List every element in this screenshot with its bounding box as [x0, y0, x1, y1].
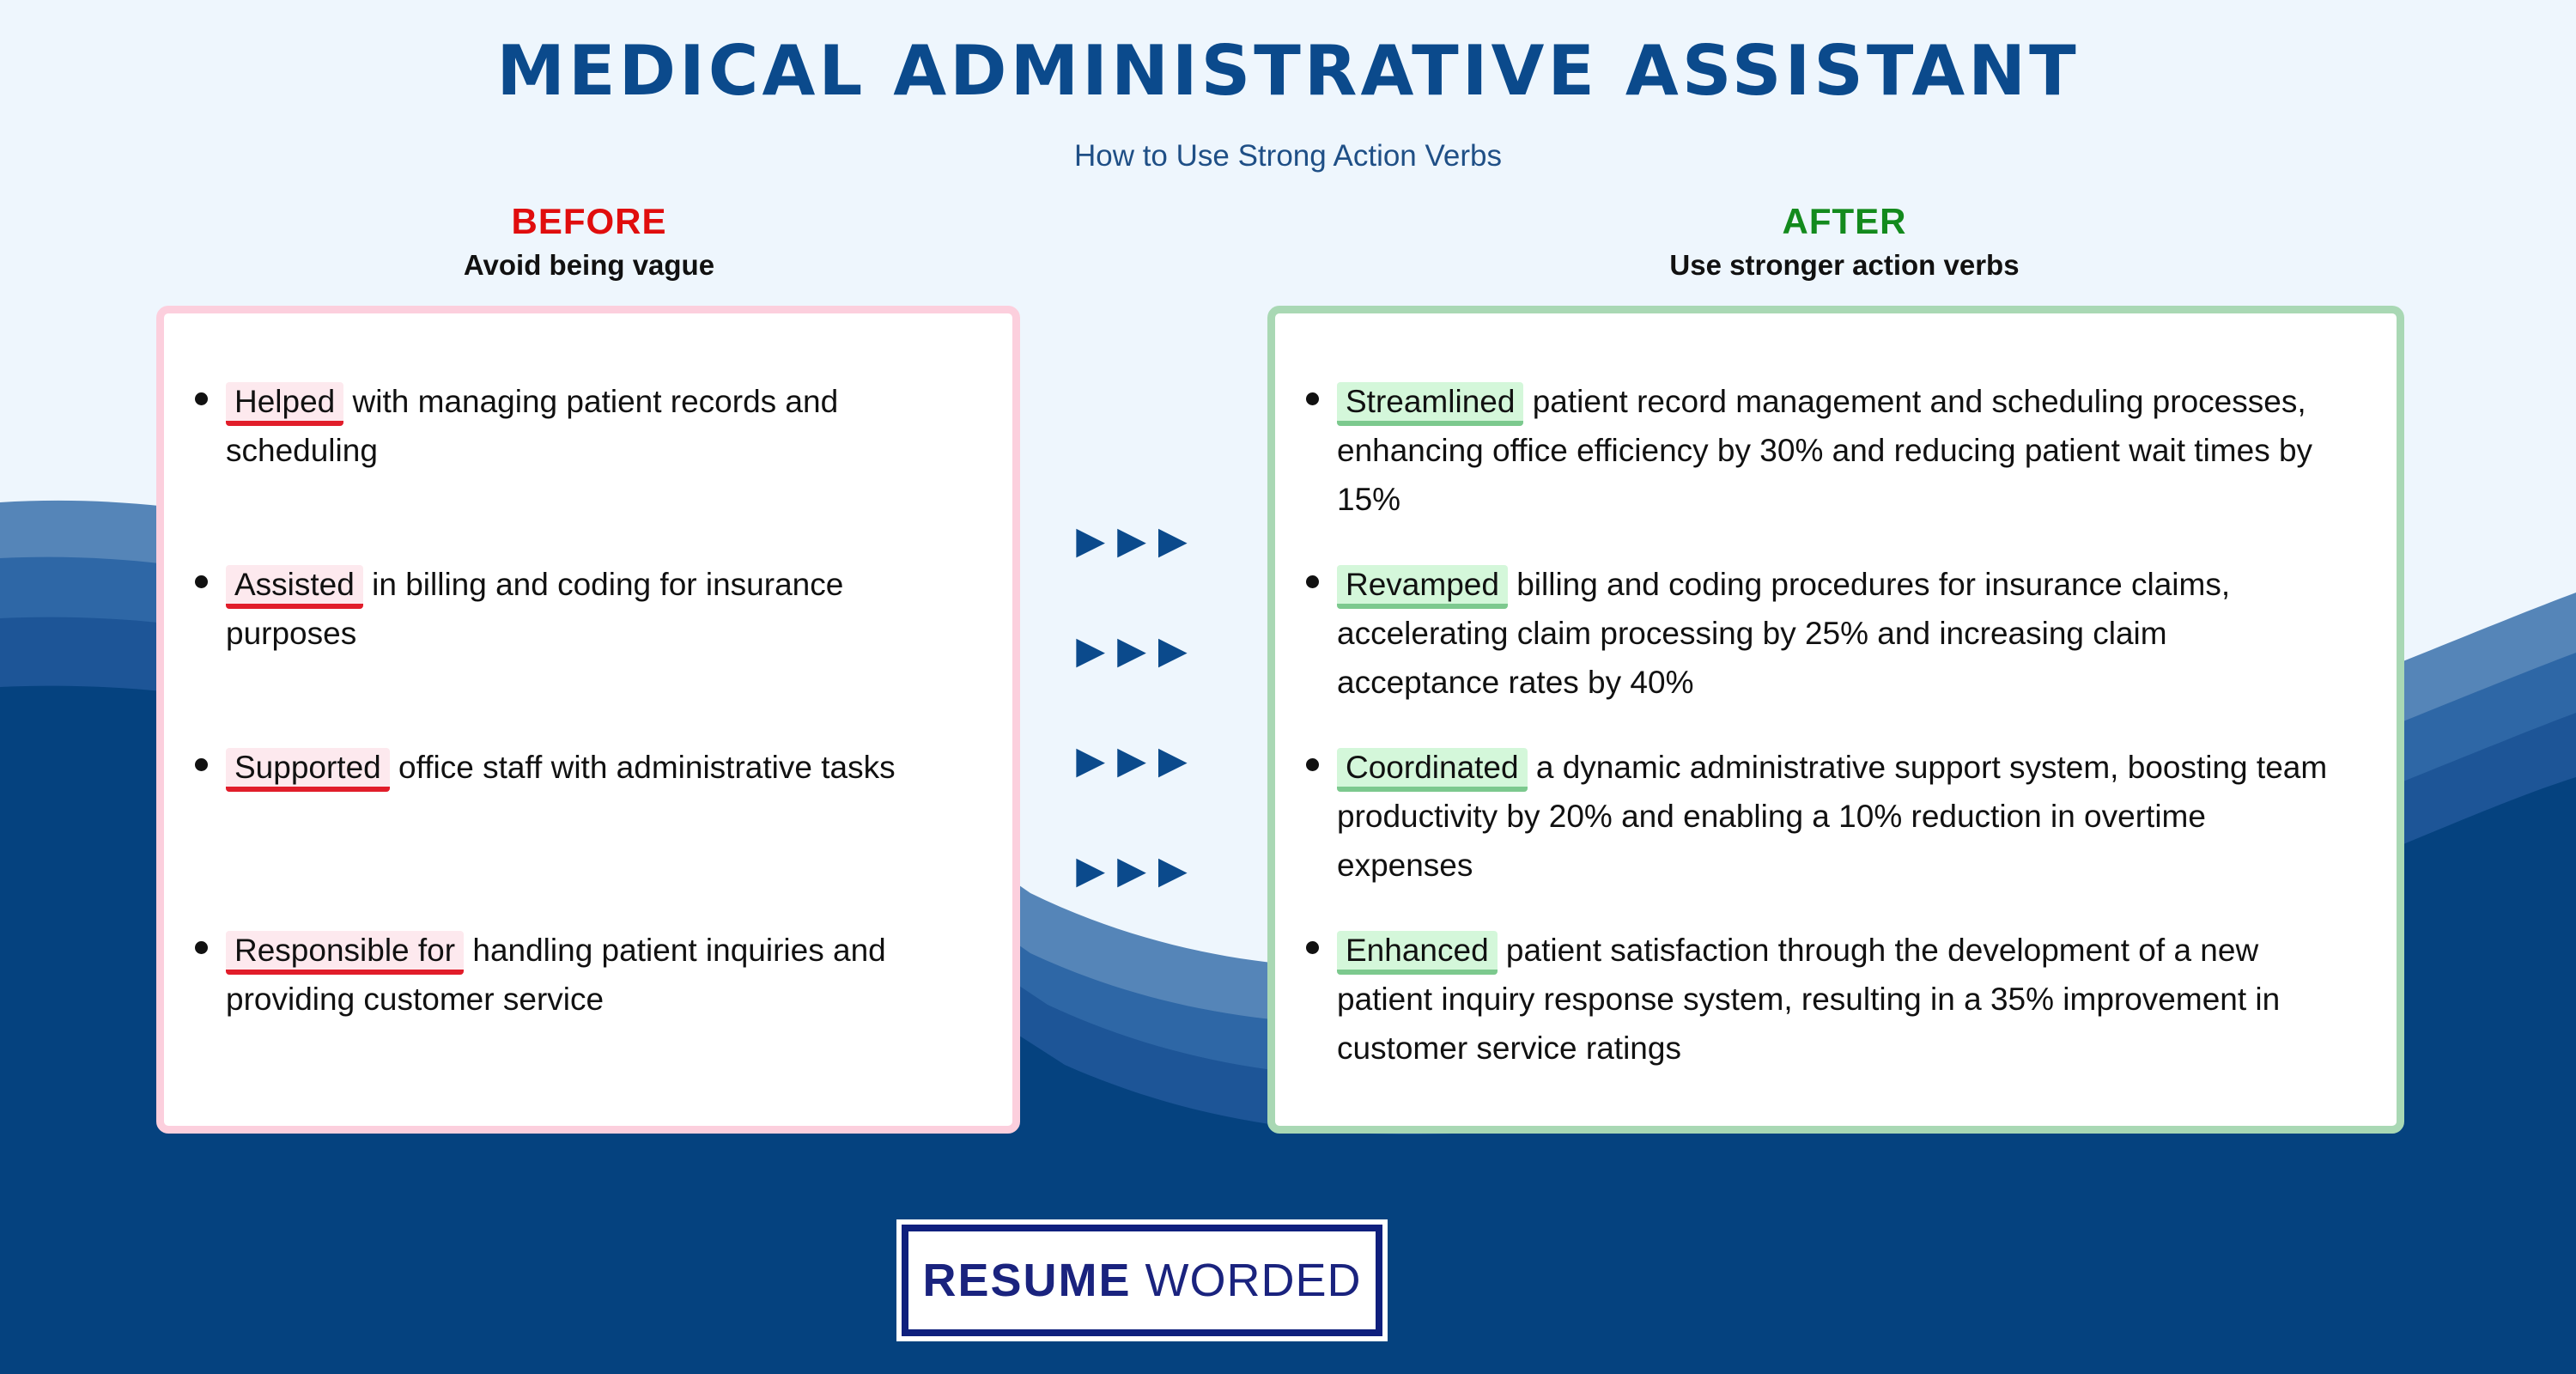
after-item [1306, 926, 2328, 1073]
strong-verb: Streamlined [1337, 382, 1523, 426]
before-item [195, 743, 951, 792]
weak-verb: Responsible for [226, 931, 464, 975]
after-item [1306, 743, 2328, 890]
item-text: patient satisfaction through the development of a new patient inquiry response system, resulting in a 35% improvement in customer service ratings [1337, 933, 2281, 1066]
before-item [195, 926, 951, 1024]
page-title: MEDICAL ADMINISTRATIVE ASSISTANT [496, 31, 2080, 111]
strong-verb: Coordinated [1337, 748, 1528, 792]
bullet-dot-icon [1306, 941, 1319, 954]
item-text: billing and coding procedures for insurance claims, accelerating claim processing by 25% and increasing claim acceptance rates by 40% [1337, 567, 2231, 700]
item-text: handling patient inquiries and providing customer service [226, 933, 886, 1017]
strong-verb: Enhanced [1337, 931, 1498, 975]
bullet-dot-icon [195, 392, 208, 405]
triple-arrow-right-icon: ▶▶▶ [1076, 629, 1200, 672]
bullet-dot-icon [195, 575, 208, 588]
item-text: patient record management and scheduling processes, enhancing office efficiency by 30% and reducing patient wait times by 15% [1337, 384, 2313, 517]
before-item [195, 560, 951, 658]
bullet-dot-icon [195, 941, 208, 954]
before-item [195, 377, 951, 475]
strong-verb: Revamped [1337, 565, 1508, 609]
after-item [1306, 377, 2328, 524]
weak-verb: Supported [226, 748, 390, 792]
item-text: in billing and coding for insurance purposes [226, 567, 844, 651]
item-text: with managing patient records and scheduling [226, 384, 839, 468]
bullet-dot-icon [1306, 575, 1319, 588]
weak-verb: Helped [226, 382, 343, 426]
before-header [160, 201, 1018, 282]
after-label: AFTER [1782, 201, 1907, 241]
before-panel [156, 306, 1020, 1134]
before-sublabel: Avoid being vague [463, 249, 715, 281]
logo-regular-text: WORDED [1145, 1255, 1362, 1306]
item-text: office staff with administrative tasks [389, 750, 896, 785]
logo-bold-text: RESUME [922, 1255, 1132, 1306]
weak-verb: Assisted [226, 565, 363, 609]
triple-arrow-right-icon: ▶▶▶ [1076, 739, 1200, 781]
page-subtitle: How to Use Strong Action Verbs [1073, 139, 1503, 173]
after-sublabel: Use stronger action verbs [1669, 249, 2020, 281]
after-panel [1267, 306, 2404, 1134]
resume-worded-logo[interactable] [902, 1225, 1382, 1336]
bullet-dot-icon [1306, 392, 1319, 405]
triple-arrow-right-icon: ▶▶▶ [1076, 520, 1200, 562]
after-item [1306, 560, 2328, 707]
bullet-dot-icon [1306, 758, 1319, 771]
bullet-dot-icon [195, 758, 208, 771]
triple-arrow-right-icon: ▶▶▶ [1076, 849, 1200, 891]
item-text: a dynamic administrative support system, boosting team productivity by 20% and enabling a 10% reduction in overtime expenses [1337, 750, 2328, 883]
after-header [1415, 201, 2274, 282]
before-label: BEFORE [511, 201, 667, 241]
